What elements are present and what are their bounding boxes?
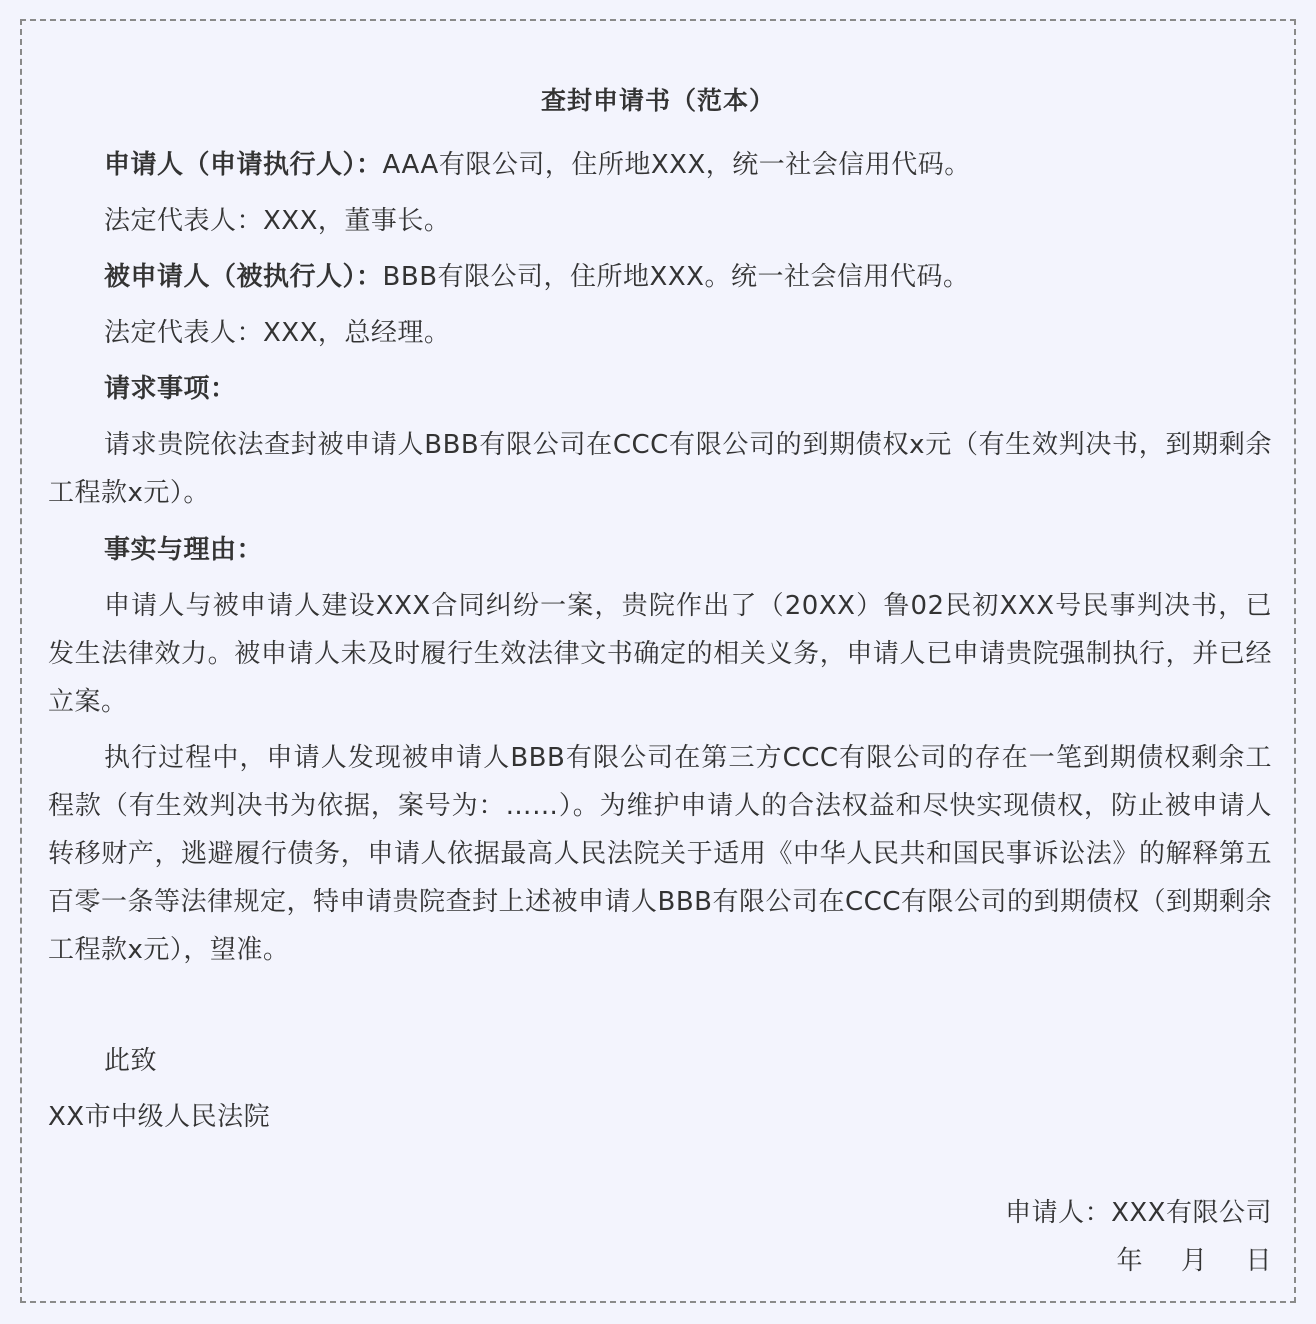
respondent-paragraph bbox=[48, 253, 1272, 301]
applicant-representative: 法定代表人：XXX，董事长。 bbox=[104, 206, 451, 236]
date-day: 日 bbox=[1245, 1246, 1272, 1276]
request-heading: 请求事项： bbox=[104, 374, 237, 404]
closing-salutation: 此致 bbox=[104, 1046, 158, 1076]
applicant-text: AAA有限公司，住所地XXX，统一社会信用代码。 bbox=[382, 150, 971, 180]
date-month: 月 bbox=[1180, 1246, 1208, 1276]
applicant-paragraph bbox=[48, 141, 1272, 189]
request-body: 请求贵院依法查封被申请人BBB有限公司在CCC有限公司的到期债权x元（有生效判决书，到期剩余工程款x元）。 bbox=[48, 430, 1272, 508]
document-title: 查封申请书（范本） bbox=[540, 86, 775, 115]
facts-paragraph-1: 申请人与被申请人建设XXX合同纠纷一案，贵院作出了（20XX）鲁02民初XXX号民事判决书，已发生法律效力。被申请人未及时履行生效法律文书确定的相关义务，申请人已申请贵院强制执行，并已经立案。 bbox=[48, 591, 1272, 717]
respondent-label: 被申请人（被执行人）： bbox=[104, 262, 383, 292]
signature-line: 申请人：XXX有限公司 bbox=[1005, 1198, 1272, 1228]
date-line bbox=[48, 1237, 1272, 1285]
facts-heading: 事实与理由： bbox=[104, 535, 264, 565]
court-name: XX市中级人民法院 bbox=[48, 1102, 271, 1132]
document-frame bbox=[20, 19, 1296, 1303]
respondent-text: BBB有限公司，住所地XXX。统一社会信用代码。 bbox=[382, 262, 970, 292]
facts-paragraph-2: 执行过程中，申请人发现被申请人BBB有限公司在第三方CCC有限公司的存在一笔到期债权剩余工程款（有生效判决书为依据，案号为：……）。为维护申请人的合法权益和尽快实现债权，防止被申请人转移财产，逃避履行债务，申请人依据最高人民法院关于适用《中华人民共和国民事诉讼法》的解释第五百零一条等法律规定，特申请贵院查封上述被申请人BBB有限公司在CCC有限公司的到期债权（到期剩余工程款x元），望准。 bbox=[48, 743, 1272, 965]
date-year: 年 bbox=[1116, 1246, 1143, 1276]
respondent-representative: 法定代表人：XXX，总经理。 bbox=[104, 318, 451, 348]
applicant-label: 申请人（申请执行人）： bbox=[104, 150, 383, 180]
